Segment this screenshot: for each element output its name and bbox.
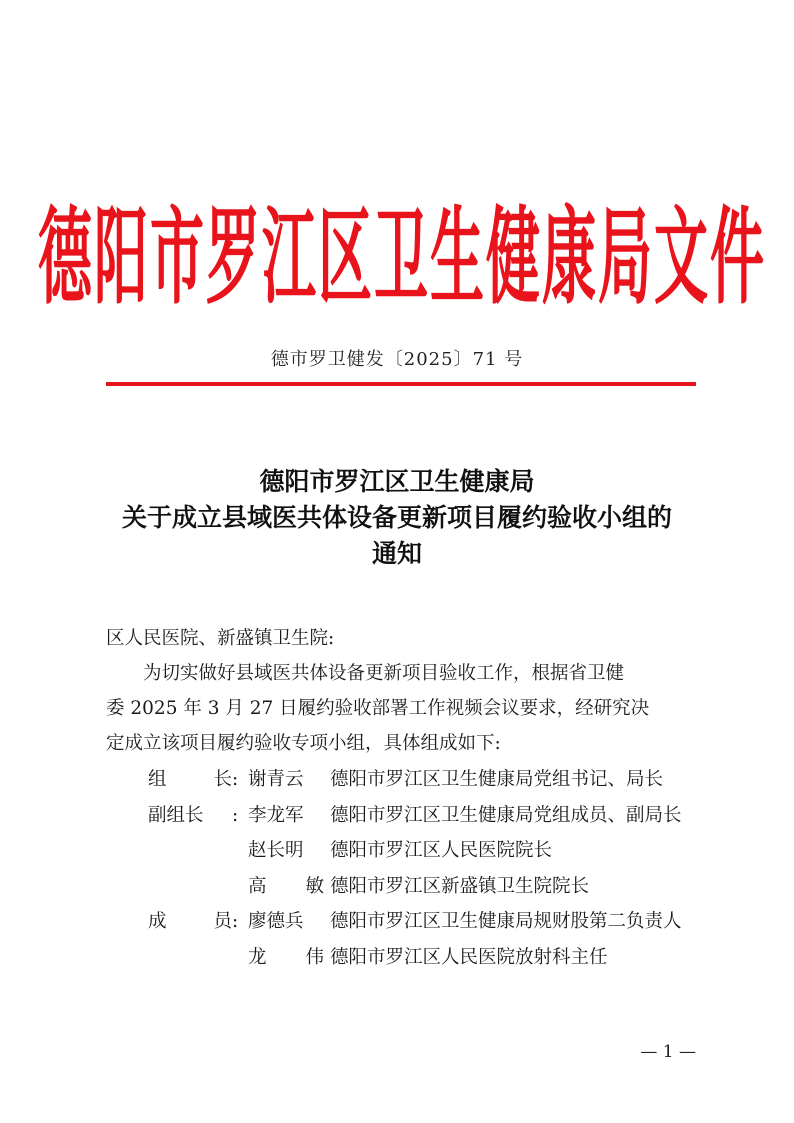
title-line-2: 关于成立县域医共体设备更新项目履约验收小组的 xyxy=(121,503,672,532)
member-name: 赵长明 xyxy=(248,840,304,861)
red-divider-line xyxy=(106,382,696,386)
member-name: 谢青云 xyxy=(248,769,304,790)
member-row xyxy=(148,869,682,905)
member-row: 组 长 : 谢青云 德阳市罗江区卫生健康局党组书记、局长 xyxy=(148,762,682,798)
member-row xyxy=(148,940,682,976)
body-paragraph xyxy=(106,656,696,761)
member-position: 德阳市罗江区卫生健康局规财股第二负责人 xyxy=(330,911,682,932)
member-row xyxy=(148,833,682,869)
member-position: 德阳市罗江区卫生健康局党组书记、局长 xyxy=(330,769,664,790)
red-masthead xyxy=(38,185,766,319)
member-row: 成 员 : 廖德兵 德阳市罗江区卫生健康局规财股第二负责人 xyxy=(148,904,682,940)
member-role: 组 长 xyxy=(148,769,232,790)
masthead-title: 德阳市罗江区卫生健康局文件 xyxy=(38,195,766,319)
member-name: 龙 伟 xyxy=(248,946,324,968)
title-line-3: 通知 xyxy=(371,539,422,568)
notice-title xyxy=(0,464,794,572)
member-name: 高 敏 xyxy=(248,875,324,897)
salutation: 区人民医院、新盛镇卫生院: xyxy=(106,628,335,649)
member-position: 德阳市罗江区卫生健康局党组成员、副局长 xyxy=(330,804,682,826)
document-number: 德市罗卫健发〔2025〕71 号 xyxy=(270,349,524,370)
paragraph-line-1: 为切实做好县域医共体设备更新项目验收工作，根据省卫健 xyxy=(143,663,625,684)
member-position: 德阳市罗江区人民医院放射科主任 xyxy=(330,946,608,968)
member-role xyxy=(148,869,232,905)
member-role: 成 员 xyxy=(148,911,232,932)
member-list xyxy=(148,762,682,975)
member-role xyxy=(148,940,232,976)
title-line-1: 德阳市罗江区卫生健康局 xyxy=(259,467,535,496)
member-position: 德阳市罗江区人民医院院长 xyxy=(330,840,553,861)
member-name: 李龙军 xyxy=(248,804,304,826)
paragraph-line-3: 定成立该项目履约验收专项小组，具体组成如下: xyxy=(106,733,501,754)
member-role xyxy=(148,833,232,869)
page-number: — 1 — xyxy=(640,1042,696,1062)
member-name: 廖德兵 xyxy=(248,911,304,932)
member-row: 副组长 : 李龙军 德阳市罗江区卫生健康局党组成员、副局长 xyxy=(148,798,682,834)
member-role: 副组长 xyxy=(148,804,204,826)
paragraph-line-2: 委 2025 年 3 月 27 日履约验收部署工作视频会议要求，经研究决 xyxy=(106,698,650,719)
member-position: 德阳市罗江区新盛镇卫生院院长 xyxy=(330,875,590,897)
